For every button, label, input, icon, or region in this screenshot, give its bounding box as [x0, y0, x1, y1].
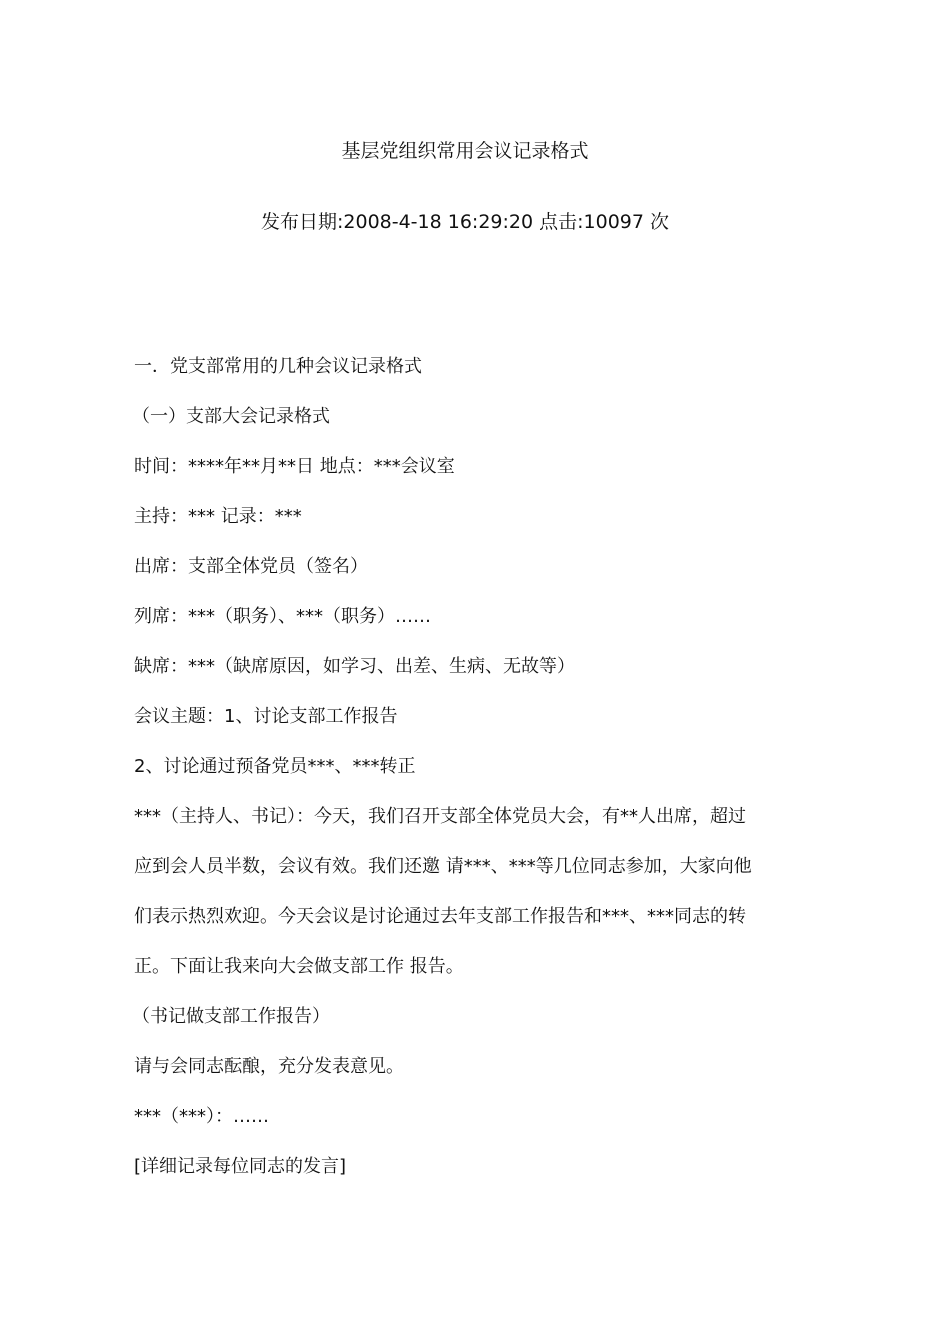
- paragraph-line: 请与会同志酝酿，充分发表意见。: [134, 1056, 404, 1077]
- meeting-absentees: 缺席：***（缺席原因，如学习、出差、生病、无故等）: [134, 656, 575, 677]
- paragraph-line: 们表示热烈欢迎。今天会议是讨论通过去年支部工作报告和***、***同志的转: [134, 906, 746, 927]
- meeting-time-place: 时间：****年**月**日 地点：***会议室: [134, 456, 455, 477]
- paragraph-line: 应到会人员半数，会议有效。我们还邀 请***、***等几位同志参加，大家向他: [134, 856, 752, 877]
- paragraph-line: ***（主持人、书记）：今天，我们召开支部全体党员大会，有**人出席，超过: [134, 806, 746, 827]
- meeting-topic-1: 会议主题：1、讨论支部工作报告: [134, 706, 398, 727]
- document-title: 基层党组织常用会议记录格式: [341, 140, 589, 162]
- subsection-heading: （一）支部大会记录格式: [132, 406, 330, 427]
- meeting-observers: 列席：***（职务）、***（职务）……: [134, 606, 431, 627]
- meeting-topic-2: 2、讨论通过预备党员***、***转正: [134, 756, 416, 777]
- speaker-line: ***（***）：……: [134, 1106, 269, 1127]
- meeting-attendees: 出席：支部全体党员（签名）: [134, 556, 368, 577]
- note-line: [详细记录每位同志的发言]: [134, 1156, 347, 1177]
- meeting-host-recorder: 主持：*** 记录：***: [134, 506, 302, 527]
- paragraph-line: 正。下面让我来向大会做支部工作 报告。: [134, 956, 464, 977]
- note-line: （书记做支部工作报告）: [132, 1006, 330, 1027]
- section-heading: 一．党支部常用的几种会议记录格式: [134, 356, 422, 377]
- publish-info: 发布日期:2008-4-18 16:29:20 点击:10097 次: [260, 211, 670, 233]
- document-body: [134, 353, 814, 1203]
